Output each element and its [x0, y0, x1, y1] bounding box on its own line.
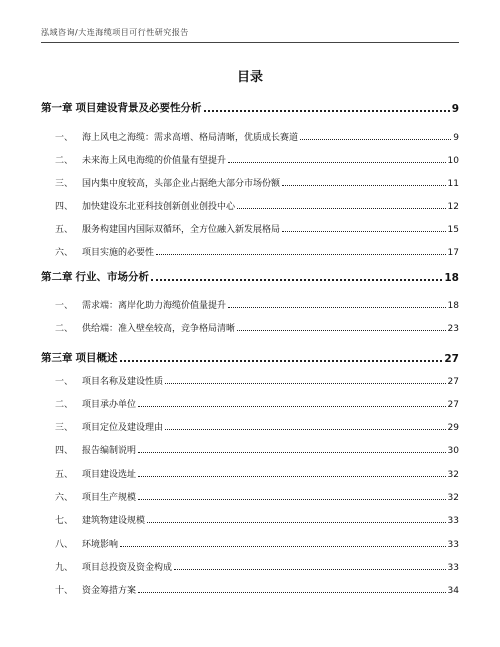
entry-page-number: 33: [447, 563, 459, 573]
entry-title: 项目实施的必要性: [82, 248, 155, 258]
dot-leader: [282, 185, 446, 186]
entry-number: 二、: [55, 156, 74, 166]
toc-section-entry[interactable]: [41, 397, 459, 410]
dot-leader: [300, 139, 451, 140]
entry-title: 项目总投资及资金构成: [82, 563, 173, 573]
toc-chapter-entry[interactable]: [41, 269, 459, 284]
entry-title: 建筑物建设规模: [82, 516, 146, 526]
entry-title: 行业、市场分析: [75, 271, 149, 283]
entry-page-number: 9: [451, 103, 459, 115]
entry-title: 供给端：准入壁垒较高，竞争格局清晰: [82, 324, 236, 334]
header-divider: [41, 42, 459, 43]
entry-title: 资金筹措方案: [82, 586, 137, 596]
toc-chapter-entry[interactable]: [41, 100, 459, 115]
toc-section-entry[interactable]: [41, 420, 459, 433]
entry-title: 未来海上风电海缆的价值量有望提升: [82, 156, 227, 166]
entry-page-number: 12: [447, 202, 459, 212]
dot-leader: [237, 208, 446, 209]
entry-page-number: 18: [444, 272, 459, 284]
entry-number: 第一章: [41, 102, 73, 114]
entry-number: 第三章: [41, 352, 73, 364]
entry-number: 一、: [55, 301, 74, 311]
dot-leader: [282, 231, 446, 232]
entry-title: 国内集中度较高，头部企业占据绝大部分市场份额: [82, 179, 281, 189]
toc-section-entry[interactable]: [41, 467, 459, 480]
entry-page-number: 23: [447, 324, 459, 334]
entry-number: 一、: [55, 133, 74, 143]
dot-leader: [165, 429, 446, 430]
entry-title: 项目承办单位: [82, 400, 137, 410]
entry-page-number: 15: [447, 225, 459, 235]
entry-number: 二、: [55, 400, 74, 410]
entry-number: 第二章: [41, 271, 73, 283]
entry-number: 四、: [55, 446, 74, 456]
entry-title: 项目生产规模: [82, 493, 137, 503]
entry-page-number: 32: [447, 470, 459, 480]
entry-page-number: 17: [447, 248, 459, 258]
entry-number: 十、: [55, 586, 74, 596]
dot-leader: [138, 406, 446, 407]
entry-page-number: 18: [447, 301, 459, 311]
entry-title: 服务构建国内国际双循环，全方位融入新发展格局: [82, 225, 281, 235]
dot-leader: [151, 279, 442, 281]
toc-section-entry[interactable]: [41, 374, 459, 387]
toc-section-entry[interactable]: [41, 245, 459, 258]
toc-section-entry[interactable]: [41, 321, 459, 334]
entry-number: 三、: [55, 179, 74, 189]
toc-section-entry[interactable]: [41, 583, 459, 596]
toc-section-entry[interactable]: [41, 176, 459, 189]
toc-chapter-entry[interactable]: [41, 350, 459, 365]
entry-page-number: 32: [447, 493, 459, 503]
entry-page-number: 34: [447, 586, 459, 596]
toc-section-entry[interactable]: [41, 222, 459, 235]
dot-leader: [165, 383, 446, 384]
entry-page-number: 30: [447, 446, 459, 456]
dot-leader: [228, 162, 446, 163]
toc-section-entry[interactable]: [41, 443, 459, 456]
entry-title: 加快建设东北亚科技创新创业创投中心: [82, 202, 236, 212]
dot-leader: [138, 452, 446, 453]
dot-leader: [120, 360, 443, 362]
toc-title: 目录: [236, 70, 263, 85]
entry-title: 项目概述: [75, 352, 118, 364]
dot-leader: [147, 522, 446, 523]
entry-number: 八、: [55, 540, 74, 550]
dot-leader: [237, 330, 446, 331]
entry-title: 报告编制说明: [82, 446, 137, 456]
entry-number: 二、: [55, 324, 74, 334]
document-header: 泓域咨询/大连海缆项目可行性研究报告: [41, 28, 189, 37]
entry-page-number: 33: [447, 516, 459, 526]
entry-page-number: 9: [453, 133, 459, 143]
entry-number: 五、: [55, 470, 74, 480]
entry-title: 需求端：离岸化助力海缆价值量提升: [82, 301, 227, 311]
toc-section-entry[interactable]: [41, 199, 459, 212]
entry-title: 环境影响: [82, 540, 119, 550]
entry-title: 项目建设背景及必要性分析: [75, 102, 202, 114]
entry-page-number: 10: [447, 156, 459, 166]
entry-page-number: 27: [447, 377, 459, 387]
toc-section-entry[interactable]: [41, 153, 459, 166]
entry-title: 项目名称及建设性质: [82, 377, 164, 387]
toc-section-entry[interactable]: [41, 537, 459, 550]
entry-page-number: 33: [447, 540, 459, 550]
entry-number: 六、: [55, 248, 74, 258]
entry-number: 九、: [55, 563, 74, 573]
entry-number: 五、: [55, 225, 74, 235]
entry-page-number: 29: [447, 423, 459, 433]
toc-section-entry[interactable]: [41, 560, 459, 573]
toc-section-entry[interactable]: [41, 130, 459, 143]
toc-section-entry[interactable]: [41, 513, 459, 526]
entry-page-number: 27: [447, 400, 459, 410]
dot-leader: [204, 110, 450, 112]
entry-number: 三、: [55, 423, 74, 433]
dot-leader: [138, 499, 446, 500]
entry-title: 海上风电之海缆：需求高增、格局清晰，优质成长赛道: [82, 133, 299, 143]
dot-leader: [174, 569, 446, 570]
toc-section-entry[interactable]: [41, 490, 459, 503]
dot-leader: [156, 254, 446, 255]
entry-number: 六、: [55, 493, 74, 503]
dot-leader: [120, 546, 446, 547]
entry-number: 一、: [55, 377, 74, 387]
dot-leader: [138, 476, 446, 477]
dot-leader: [138, 592, 446, 593]
entry-title: 项目建设选址: [82, 470, 137, 480]
entry-page-number: 11: [447, 179, 459, 189]
entry-number: 七、: [55, 516, 74, 526]
toc-section-entry[interactable]: [41, 298, 459, 311]
entry-title: 项目定位及建设理由: [82, 423, 164, 433]
entry-number: 四、: [55, 202, 74, 212]
dot-leader: [228, 307, 446, 308]
entry-page-number: 27: [444, 353, 459, 365]
